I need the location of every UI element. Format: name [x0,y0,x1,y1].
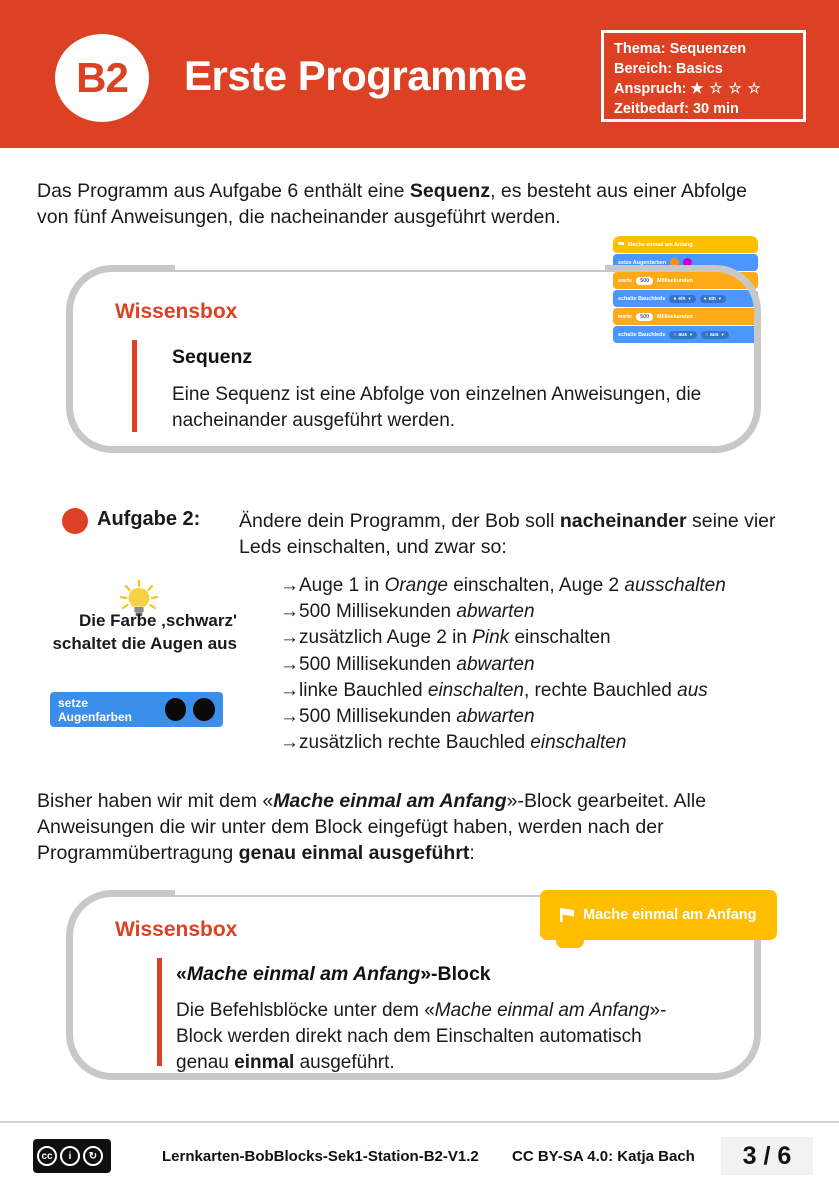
block-para-bold: genau einmal ausgeführt [238,842,470,864]
wissensbox-heading [176,963,491,986]
flag-icon [618,242,624,248]
arrow-icon: → [280,575,299,596]
block-para-part2: »-Block gearbeitet. Alle Anweisungen die wir unter dem Block eingefügt haben, werden nach der Programmübertragung [37,790,707,864]
arrow-icon: → [280,732,299,754]
code-block-label-after: Millisekunden [657,313,693,320]
dropdown-value: aus [678,331,687,338]
step-emphasis: ausschalten [624,575,726,596]
footer-license: CC BY-SA 4.0: Katja Bach [512,1148,695,1165]
code-block-hat-label: Mache einmal am Anfang [628,241,693,248]
aufgabe-bullet-icon [62,508,88,534]
wissensbox-title: Wissensbox [115,918,238,941]
intro-paragraph [37,178,777,230]
code-block-value: 500 [636,313,653,321]
step-emphasis: aus [677,679,708,701]
heading-italic: Mache einmal am Anfang [186,963,421,985]
step-emphasis: Pink [472,627,510,649]
chevron-down-icon: ▼ [720,332,725,337]
list-item [280,678,726,704]
station-badge-label: B2 [76,54,128,101]
difficulty-stars-icon: ★ ☆ ☆ ☆ [690,81,762,97]
hat-code-block [540,890,777,940]
creative-commons-icon [33,1139,111,1173]
list-item [280,573,726,599]
body-part3: ausgeführt. [294,1052,395,1073]
meta-thema: Thema: Sequenzen [614,41,747,57]
heading-quote-close: »-Block [420,963,491,985]
wissensbox-title: Wissensbox [115,300,238,323]
intro-part1: Das Programm aus Aufgabe 6 enthält eine [37,180,410,202]
wissensbox-body [176,998,696,1076]
code-block-value: 500 [636,277,653,285]
intro-part2: , es besteht aus einer Abfolge von fünf Anweisungen, die nacheinander ausgeführt werden. [37,180,748,228]
list-item [280,599,726,625]
wissensbox-accent-bar [157,958,162,1066]
code-block-label-before: warte [618,277,633,284]
step-text: 500 Millisekunden [299,601,457,623]
step-text: 500 Millisekunden [299,653,457,675]
aufgabe-step-list [280,573,726,756]
list-item [280,652,726,678]
step-text: einschalten, Auge 2 [447,575,625,596]
step-emphasis: Orange [384,575,448,596]
wissensbox-gap-mask [175,883,545,895]
dropdown-right: ○ aus ▼ [701,331,729,339]
page-number-box [721,1137,813,1175]
wissensbox-heading: Sequenz [172,346,253,368]
aufgabe-text-bold: nacheinander [559,510,687,532]
dropdown-left: ○ aus ▼ [669,331,697,339]
code-block-label: schalte Bauchleds [618,295,666,302]
arrow-icon: → [280,679,299,701]
cc-logo-icon: cc [37,1146,57,1166]
tip-code-block [50,692,223,727]
body-part1: Die Befehlsblöcke unter dem « [176,1000,435,1021]
meta-bereich: Bereich: Basics [614,61,723,77]
step-text: einschalten [509,627,611,649]
aufgabe-text-part2: seine vier Leds einschalten, und zwar so: [239,510,776,558]
arrow-icon: → [280,601,299,623]
meta-anspruch-label: Anspruch: [614,81,687,97]
arrow-icon: → [280,653,299,675]
meta-zeitbedarf: Zeitbedarf: 30 min [614,101,739,117]
aufgabe-description [239,508,799,560]
code-block-label-after: Millisekunden [657,277,693,284]
dropdown-value: ein [678,295,686,302]
list-item [280,730,726,756]
block-para-emphasis: Mache einmal am Anfang [273,790,507,812]
step-emphasis: einschalten [530,732,627,754]
step-text: zusätzlich rechte Bauchled [299,732,531,754]
step-text: Auge 1 in [299,575,385,596]
page-title: Erste Programme [184,52,527,99]
chevron-down-icon: ▼ [687,296,692,301]
page-header [0,0,839,148]
chevron-down-icon: ▼ [689,332,693,337]
page-number: 3 / 6 [742,1141,792,1170]
code-block-label: setze Augenfarben [618,259,667,266]
list-item [280,704,726,730]
tip-text: Die Farbe ‚schwarz' schaltet die Augen aus [52,611,237,653]
step-text: , rechte Bauchled [524,679,678,701]
footer-document-id: Lernkarten-BobBlocks-Sek1-Station-B2-V1.2 [162,1148,479,1165]
color-dot-black-right [193,698,215,721]
dropdown-value: aus [710,331,719,338]
cc-sa-icon: ↻ [83,1146,103,1166]
dropdown-left: ● ein ▼ [669,295,695,303]
step-emphasis: abwarten [456,653,535,675]
block-para-part3: : [469,842,475,864]
dropdown-right: ● ein ▼ [700,295,726,303]
step-text: zusätzlich Auge 2 in [299,627,473,649]
wissensbox-gap-mask [175,258,605,270]
step-emphasis: abwarten [456,706,535,728]
arrow-icon: → [280,627,299,649]
step-text: 500 Millisekunden [299,706,457,728]
cc-by-icon: i [60,1146,80,1166]
wissensbox-accent-bar [132,340,137,432]
heading-quote-open: « [176,963,187,985]
hat-code-block-label: Mache einmal am Anfang [583,907,757,923]
code-block-label-before: warte [618,313,633,320]
aufgabe-label: Aufgabe 2: [97,508,201,530]
body-italic: Mache einmal am Anfang [434,1000,650,1021]
block-paragraph [37,788,812,866]
footer-divider [0,1121,839,1123]
flag-icon [560,908,574,922]
arrow-icon: → [280,706,299,728]
meta-info-box [601,30,806,122]
step-emphasis: abwarten [456,601,535,623]
chevron-down-icon: ▼ [717,296,722,301]
dropdown-value: ein [708,295,716,302]
step-emphasis: einschalten [427,679,524,701]
color-dot-black-left [165,698,187,721]
tip-code-block-label: setze Augenfarben [58,695,133,724]
body-bold: einmal [234,1052,295,1073]
station-badge [55,34,149,122]
wissensbox-body: Eine Sequenz ist eine Abfolge von einzelnen Anweisungen, die nacheinander ausgeführt werden. [172,384,702,431]
hat-block-notch [556,938,584,948]
body-part2: »-Block werden direkt nach dem Einschalten automatisch genau [176,1000,667,1073]
list-item [280,625,726,651]
step-text: linke Bauchled [299,679,428,701]
block-para-part1: Bisher haben wir mit dem « [37,790,274,812]
code-block-label: schalte Bauchleds [618,331,666,338]
meta-anspruch [614,79,803,99]
intro-bold-sequenz: Sequenz [409,180,491,202]
code-block-hat [613,236,758,253]
aufgabe-text-part1: Ändere dein Programm, der Bob soll [239,510,560,532]
